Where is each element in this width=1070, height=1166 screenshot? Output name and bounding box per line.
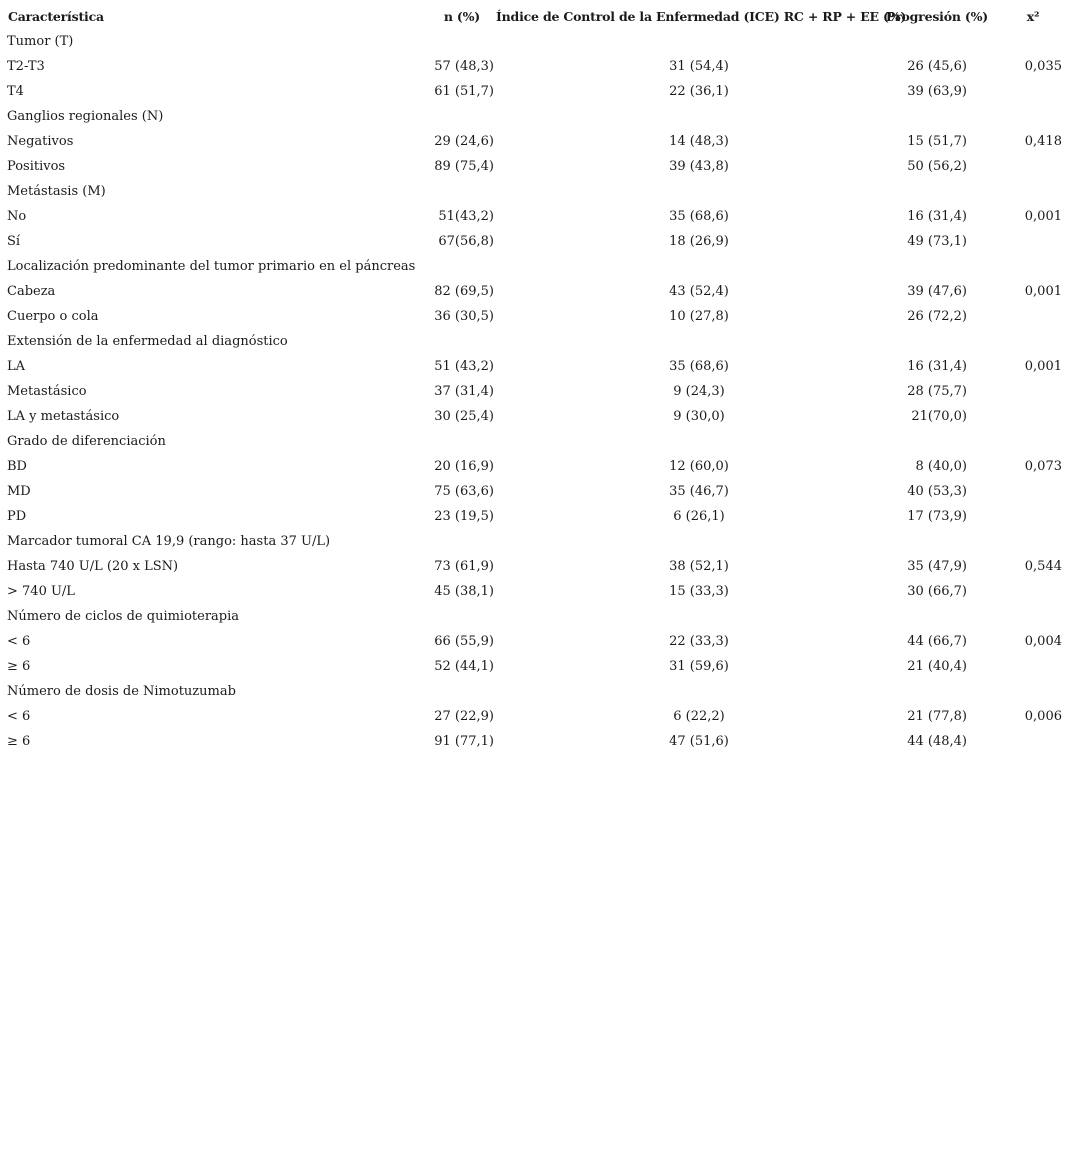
section-label: Metástasis (M) xyxy=(7,184,106,199)
cell-x2 xyxy=(1004,729,1070,754)
cell-n xyxy=(420,179,494,204)
cell-ice xyxy=(494,179,794,204)
cell-progression: 49 (73,1) xyxy=(907,234,967,249)
table-row xyxy=(0,729,1070,754)
cell-n: 66 (55,9) xyxy=(434,634,494,649)
section-label: Marcador tumoral CA 19,9 (rango: hasta 37 U/L) xyxy=(7,534,331,549)
cell-x2: 0,001 xyxy=(1024,359,1062,374)
cell-ice: 10 (27,8) xyxy=(669,309,729,324)
cell-x2 xyxy=(1004,229,1070,254)
cell-n: 52 (44,1) xyxy=(434,659,494,674)
row-label: Positivos xyxy=(7,159,66,174)
section-label: Grado de diferenciación xyxy=(7,434,166,449)
header-ice: Índice de Control de la Enfermedad (ICE) RC + RP + EE (%) xyxy=(496,9,907,24)
cell-progression: 44 (66,7) xyxy=(907,634,967,649)
cell-ice: 18 (26,9) xyxy=(669,234,729,249)
cell-ice: 43 (52,4) xyxy=(669,284,729,299)
section-row xyxy=(0,429,1070,454)
row-label: ≥ 6 xyxy=(7,659,31,674)
cell-ice xyxy=(494,679,794,704)
cell-n xyxy=(420,679,494,704)
cell-ice: 39 (43,8) xyxy=(669,159,729,174)
cell-x2 xyxy=(1004,504,1070,529)
row-label: Sí xyxy=(7,234,21,249)
header-x2: x² xyxy=(1026,9,1040,24)
section-label: Número de ciclos de quimioterapia xyxy=(7,609,240,624)
cell-progression: 30 (66,7) xyxy=(907,584,967,599)
cell-ice: 31 (59,6) xyxy=(669,659,729,674)
cell-progression: 15 (51,7) xyxy=(907,134,967,149)
cell-x2 xyxy=(1004,379,1070,404)
cell-x2 xyxy=(1004,29,1070,54)
row-label: < 6 xyxy=(7,709,31,724)
row-label: T4 xyxy=(7,84,24,99)
row-label: No xyxy=(7,209,27,224)
cell-n: 29 (24,6) xyxy=(434,134,494,149)
cell-progression xyxy=(794,254,1004,279)
cell-ice: 31 (54,4) xyxy=(669,59,729,74)
cell-x2: 0,073 xyxy=(1024,459,1062,474)
cell-x2 xyxy=(1004,329,1070,354)
cell-progression: 26 (45,6) xyxy=(907,59,967,74)
cell-x2: 0,544 xyxy=(1024,559,1062,574)
cell-n: 75 (63,6) xyxy=(434,484,494,499)
table-row xyxy=(0,654,1070,679)
results-table-container xyxy=(0,4,1070,754)
table-row xyxy=(0,579,1070,604)
cell-n: 23 (19,5) xyxy=(434,509,494,524)
cell-n xyxy=(420,529,494,554)
cell-ice: 9 (30,0) xyxy=(673,409,725,424)
cell-n: 67(56,8) xyxy=(438,234,494,249)
cell-ice: 35 (46,7) xyxy=(669,484,729,499)
cell-progression xyxy=(794,679,1004,704)
cell-progression xyxy=(794,179,1004,204)
cell-progression xyxy=(794,604,1004,629)
table-row xyxy=(0,129,1070,154)
table-row xyxy=(0,379,1070,404)
row-label: LA xyxy=(7,359,26,374)
cell-n: 20 (16,9) xyxy=(434,459,494,474)
cell-progression xyxy=(794,329,1004,354)
cell-progression xyxy=(794,29,1004,54)
section-label: Ganglios regionales (N) xyxy=(7,109,164,124)
cell-n: 51(43,2) xyxy=(438,209,494,224)
table-row xyxy=(0,629,1070,654)
cell-ice xyxy=(494,254,794,279)
cell-ice xyxy=(494,429,794,454)
table-row xyxy=(0,279,1070,304)
cell-progression: 40 (53,3) xyxy=(907,484,967,499)
cell-progression xyxy=(794,429,1004,454)
table-row xyxy=(0,554,1070,579)
cell-x2: 0,001 xyxy=(1024,284,1062,299)
cell-ice xyxy=(494,104,794,129)
cell-ice: 15 (33,3) xyxy=(669,584,729,599)
header-row xyxy=(0,4,1070,29)
cell-n: 57 (48,3) xyxy=(434,59,494,74)
cell-n xyxy=(420,429,494,454)
section-row xyxy=(0,29,1070,54)
cell-n: 51 (43,2) xyxy=(434,359,494,374)
cell-ice xyxy=(494,529,794,554)
row-label: LA y metastásico xyxy=(7,409,120,424)
row-label: ≥ 6 xyxy=(7,734,31,749)
cell-n xyxy=(420,254,494,279)
cell-n: 45 (38,1) xyxy=(434,584,494,599)
cell-x2 xyxy=(1004,679,1070,704)
header-characteristic: Característica xyxy=(8,9,104,24)
cell-progression: 17 (73,9) xyxy=(907,509,967,524)
cell-ice: 12 (60,0) xyxy=(669,459,729,474)
cell-n: 61 (51,7) xyxy=(434,84,494,99)
table-row xyxy=(0,154,1070,179)
cell-ice: 35 (68,6) xyxy=(669,209,729,224)
cell-progression: 21(70,0) xyxy=(911,409,967,424)
header-progression: Progresión (%) xyxy=(885,9,988,24)
cell-n xyxy=(420,329,494,354)
cell-n xyxy=(420,604,494,629)
cell-ice: 6 (22,2) xyxy=(673,709,725,724)
table-row xyxy=(0,704,1070,729)
section-row xyxy=(0,529,1070,554)
cell-x2: 0,006 xyxy=(1024,709,1062,724)
cell-n: 36 (30,5) xyxy=(434,309,494,324)
cell-n xyxy=(420,104,494,129)
cell-ice: 22 (33,3) xyxy=(669,634,729,649)
table-row xyxy=(0,504,1070,529)
table-row xyxy=(0,79,1070,104)
table-header xyxy=(0,4,1070,29)
cell-n: 89 (75,4) xyxy=(434,159,494,174)
cell-x2 xyxy=(1004,579,1070,604)
cell-x2 xyxy=(1004,479,1070,504)
cell-ice: 9 (24,3) xyxy=(673,384,725,399)
cell-progression: 44 (48,4) xyxy=(907,734,967,749)
row-label: MD xyxy=(7,484,31,499)
table-row xyxy=(0,404,1070,429)
cell-x2 xyxy=(1004,604,1070,629)
cell-x2: 0,418 xyxy=(1024,134,1062,149)
cell-progression: 21 (77,8) xyxy=(907,709,967,724)
row-label: Hasta 740 U/L (20 x LSN) xyxy=(7,559,179,574)
table-body xyxy=(0,29,1070,754)
table-row xyxy=(0,204,1070,229)
row-label: < 6 xyxy=(7,634,31,649)
cell-n: 73 (61,9) xyxy=(434,559,494,574)
cell-x2 xyxy=(1004,429,1070,454)
cell-progression: 35 (47,9) xyxy=(907,559,967,574)
table-row xyxy=(0,479,1070,504)
cell-x2 xyxy=(1004,304,1070,329)
cell-x2 xyxy=(1004,254,1070,279)
cell-n: 82 (69,5) xyxy=(434,284,494,299)
section-label: Número de dosis de Nimotuzumab xyxy=(7,684,236,699)
cell-progression: 39 (63,9) xyxy=(907,84,967,99)
row-label: > 740 U/L xyxy=(7,584,75,599)
section-row xyxy=(0,179,1070,204)
cell-progression: 21 (40,4) xyxy=(907,659,967,674)
section-row xyxy=(0,104,1070,129)
cell-progression: 16 (31,4) xyxy=(907,359,967,374)
cell-n: 37 (31,4) xyxy=(434,384,494,399)
cell-ice: 22 (36,1) xyxy=(669,84,729,99)
cell-n: 30 (25,4) xyxy=(434,409,494,424)
section-label: Extensión de la enfermedad al diagnóstico xyxy=(7,334,288,349)
cell-x2 xyxy=(1004,79,1070,104)
cell-ice xyxy=(494,329,794,354)
table-row xyxy=(0,354,1070,379)
table-row xyxy=(0,304,1070,329)
row-label: BD xyxy=(7,459,27,474)
table-row xyxy=(0,454,1070,479)
row-label: Cuerpo o cola xyxy=(7,309,99,324)
section-row xyxy=(0,679,1070,704)
table-row xyxy=(0,54,1070,79)
cell-n xyxy=(420,29,494,54)
cell-x2 xyxy=(1004,404,1070,429)
cell-x2 xyxy=(1004,529,1070,554)
cell-x2 xyxy=(1004,654,1070,679)
row-label: Cabeza xyxy=(7,284,56,299)
cell-ice: 47 (51,6) xyxy=(669,734,729,749)
cell-x2 xyxy=(1004,104,1070,129)
cell-progression: 8 (40,0) xyxy=(915,459,967,474)
cell-x2: 0,001 xyxy=(1024,209,1062,224)
cell-n: 91 (77,1) xyxy=(434,734,494,749)
row-label: T2-T3 xyxy=(7,59,45,74)
cell-ice xyxy=(494,604,794,629)
section-row xyxy=(0,329,1070,354)
row-label: Negativos xyxy=(7,134,74,149)
cell-ice xyxy=(494,29,794,54)
cell-progression: 39 (47,6) xyxy=(907,284,967,299)
header-n: n (%) xyxy=(443,9,480,24)
row-label: PD xyxy=(7,509,27,524)
cell-progression: 28 (75,7) xyxy=(907,384,967,399)
cell-ice: 6 (26,1) xyxy=(673,509,725,524)
cell-progression xyxy=(794,104,1004,129)
results-table xyxy=(0,4,1070,754)
cell-n: 27 (22,9) xyxy=(434,709,494,724)
cell-ice: 38 (52,1) xyxy=(669,559,729,574)
cell-ice: 35 (68,6) xyxy=(669,359,729,374)
cell-x2: 0,004 xyxy=(1024,634,1062,649)
section-label: Localización predominante del tumor primario en el páncreas xyxy=(7,259,416,274)
cell-x2 xyxy=(1004,179,1070,204)
cell-x2: 0,035 xyxy=(1024,59,1062,74)
cell-x2 xyxy=(1004,154,1070,179)
cell-progression: 26 (72,2) xyxy=(907,309,967,324)
table-row xyxy=(0,229,1070,254)
cell-progression xyxy=(794,529,1004,554)
section-row xyxy=(0,604,1070,629)
section-label: Tumor (T) xyxy=(7,34,74,49)
cell-ice: 14 (48,3) xyxy=(669,134,729,149)
cell-progression: 50 (56,2) xyxy=(907,159,967,174)
row-label: Metastásico xyxy=(7,384,87,399)
cell-progression: 16 (31,4) xyxy=(907,209,967,224)
section-row xyxy=(0,254,1070,279)
